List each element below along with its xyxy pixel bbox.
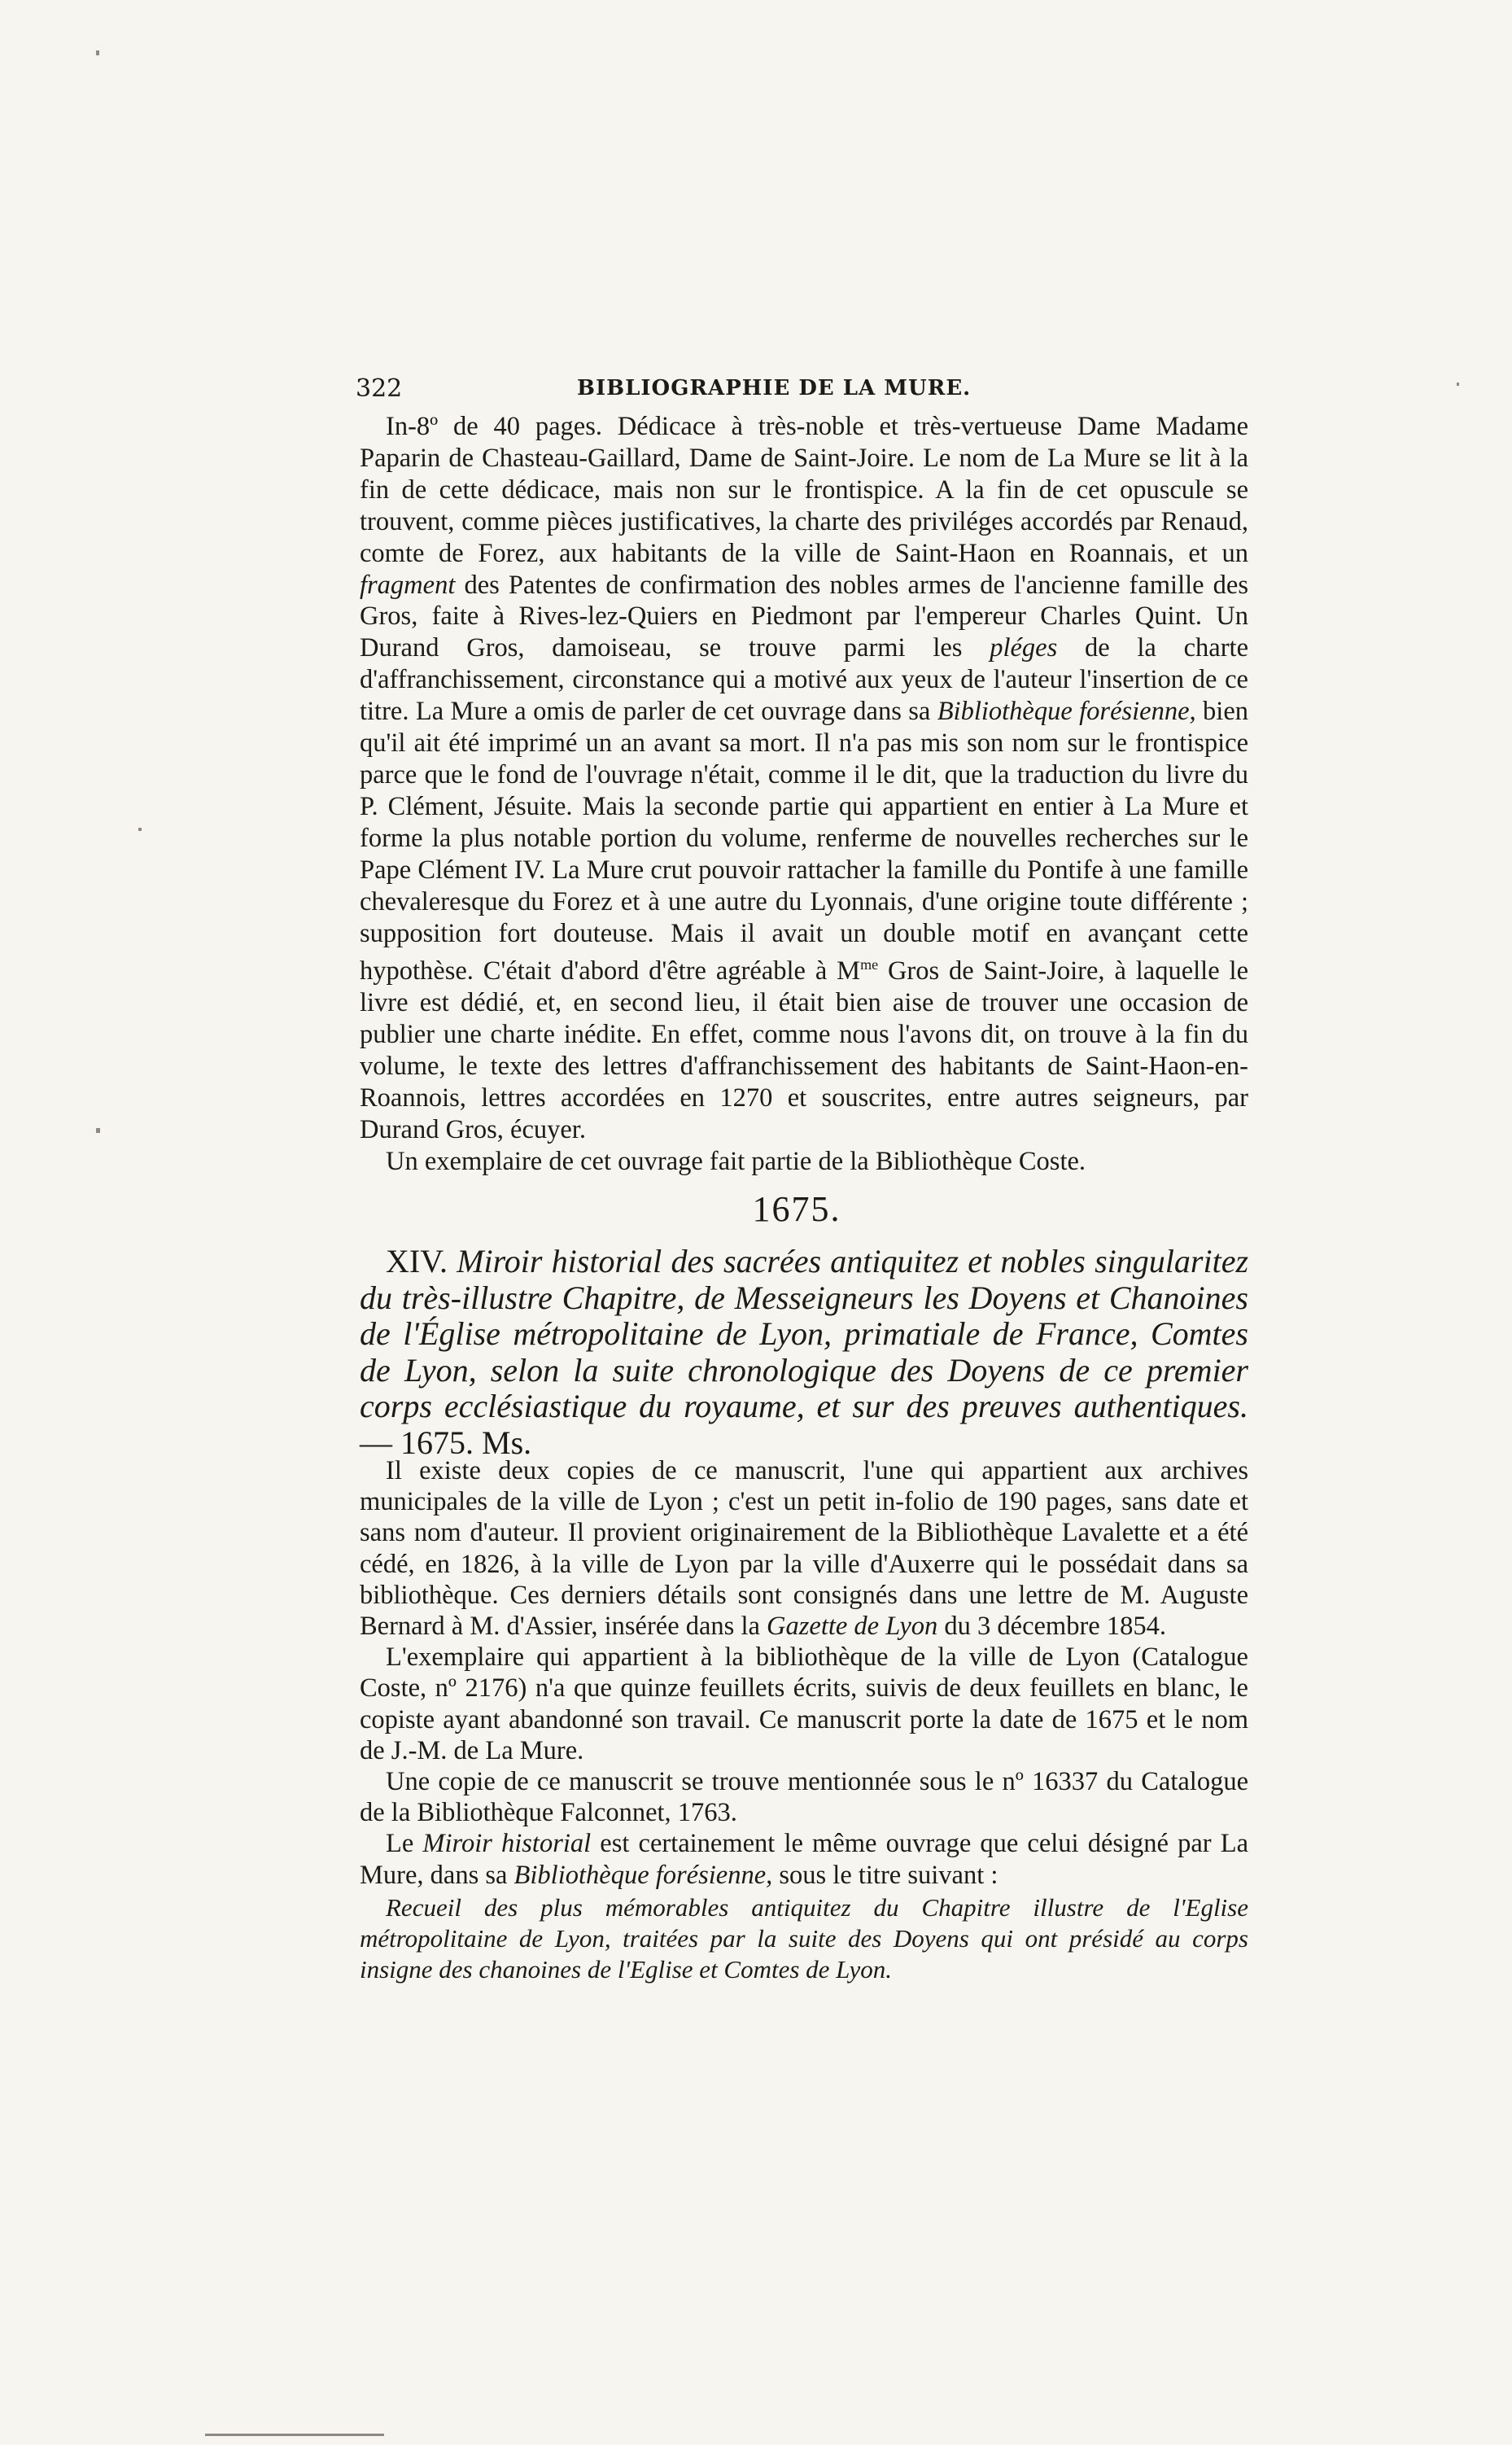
scan-speck bbox=[96, 1128, 100, 1133]
page-number: 322 bbox=[356, 374, 403, 403]
entry-tail: — 1675. Ms. bbox=[360, 1424, 532, 1461]
entry-title: Miroir historial des sacrées antiquitez et nobles singularitez du très-illustre Chapitre, de Messeigneurs les Doyens et Chanoines de l'Église métropolitaine de Lyon, primatiale de France, Comtes de Lyon, selon la suite chronologique des Doyens de ce premier corps ecclésiastique du royaume, et sur des preuves authentiques. bbox=[360, 1243, 1249, 1425]
year-heading: 1675. bbox=[752, 1189, 841, 1229]
scan-edge-line bbox=[205, 2434, 384, 2436]
paragraph-2: Un exemplaire de cet ouvrage fait partie de la Bibliothèque Coste. bbox=[386, 1146, 1086, 1176]
paragraph-4: L'exemplaire qui appartient à la bibliothèque de la ville de Lyon (Catalogue Coste, nº 2176) n'a que quinze feuillets écrits, suivis de deux feuillets en blanc, le copiste ayant abandonné son travail. Ce manuscrit porte la date de 1675 et le nom de J.-M. de La Mure. bbox=[360, 1642, 1248, 1765]
section-1 bbox=[360, 411, 1248, 1178]
paragraph-1: In-8º de 40 pages. Dédicace à très-noble et très-vertueuse Dame Madame Paparin de Chasteau-Gaillard, Dame de Saint-Joire. Le nom de La Mure se lit à la fin de cette dédicace, mais non sur le frontispice. A la fin de cet opuscule se trouvent, comme pièces justificatives, la charte des priviléges accordés par Renaud, comte de Forez, aux habitants de la ville de Saint-Haon en Roannais, et un fragment des Patentes de confirmation des nobles armes de l'ancienne famille des Gros, faite à Rives-lez-Quiers en Piedmont par l'empereur Charles Quint. Un Durand Gros, damoiseau, se trouve parmi les pléges de la charte d'affranchissement, circonstance qui a motivé aux yeux de l'auteur l'insertion de ce titre. La Mure a omis de parler de cet ouvrage dans sa Bibliothèque forésienne, bien qu'il ait été imprimé un an avant sa mort. Il n'a pas mis son nom sur le frontispice parce que le fond de l'ouvrage n'était, comme il le dit, que la traduction du livre du P. Clément, Jésuite. Mais la seconde partie qui appartient en entier à La Mure et forme la plus notable portion du volume, renferme de nouvelles recherches sur le Pape Clément IV. La Mure crut pouvoir rattacher la famille du Pontife à une famille chevaleresque du Forez et à une autre du Lyonnais, d'une origine toute différente ; supposition fort douteuse. Mais il avait un double motif en avançant cette hypothèse. C'était d'abord d'être agréable à $M^{me}$ Gros de Saint-Joire, à laquelle le livre est dédié, et, en second lieu, il était bien aise de trouver une occasion de publier une charte inédite. En effet, comme nous l'avons dit, on trouve à la fin du volume, le texte des lettres d'affranchissement des habitants de Saint-Haon-en-Roannois, lettres accordées en 1270 et souscrites, entre autres seigneurs, par Durand Gros, écuyer. bbox=[360, 412, 1248, 1144]
paragraph-3: Il existe deux copies de ce manuscrit, l'une qui appartient aux archives municipales de la ville de Lyon ; c'est un petit in-folio de 190 pages, sans date et sans nom d'auteur. Il provient originairement de la Bibliothèque Lavalette et a été cédé, en 1826, à la ville de Lyon par la ville d'Auxerre qui le possédait dans sa bibliothèque. Ces derniers détails sont consignés dans une lettre de M. Auguste Bernard à M. d'Assier, insérée dans la Gazette de Lyon du 3 décembre 1854. bbox=[360, 1456, 1248, 1642]
scan-speck bbox=[96, 50, 99, 55]
scan-speck bbox=[1457, 383, 1459, 386]
running-title: BIBLIOGRAPHIE DE LA MURE. bbox=[577, 376, 972, 400]
entry-number: XIV. bbox=[386, 1243, 448, 1279]
entry-xiv bbox=[360, 1244, 1248, 1462]
scan-speck bbox=[138, 828, 142, 831]
quoted-title: Recueil des plus mémorables antiquitez du Chapitre illustre de l'Eglise métropolitaine de Lyon, traitées par la suite des Doyens qui ont présidé au corps insigne des chanoines de l'Eglise et Comtes de Lyon. bbox=[360, 1892, 1248, 1984]
paragraph-5: Une copie de ce manuscrit se trouve mentionnée sous le nº 16337 du Catalogue de la Bibliothèque Falconnet, 1763. bbox=[360, 1767, 1248, 1828]
paragraph-6: Le Miroir historial est certainement le même ouvrage que celui désigné par La Mure, dans sa Bibliothèque forésienne, sous le titre suivant : bbox=[360, 1829, 1249, 1890]
section-2 bbox=[360, 1455, 1248, 1985]
